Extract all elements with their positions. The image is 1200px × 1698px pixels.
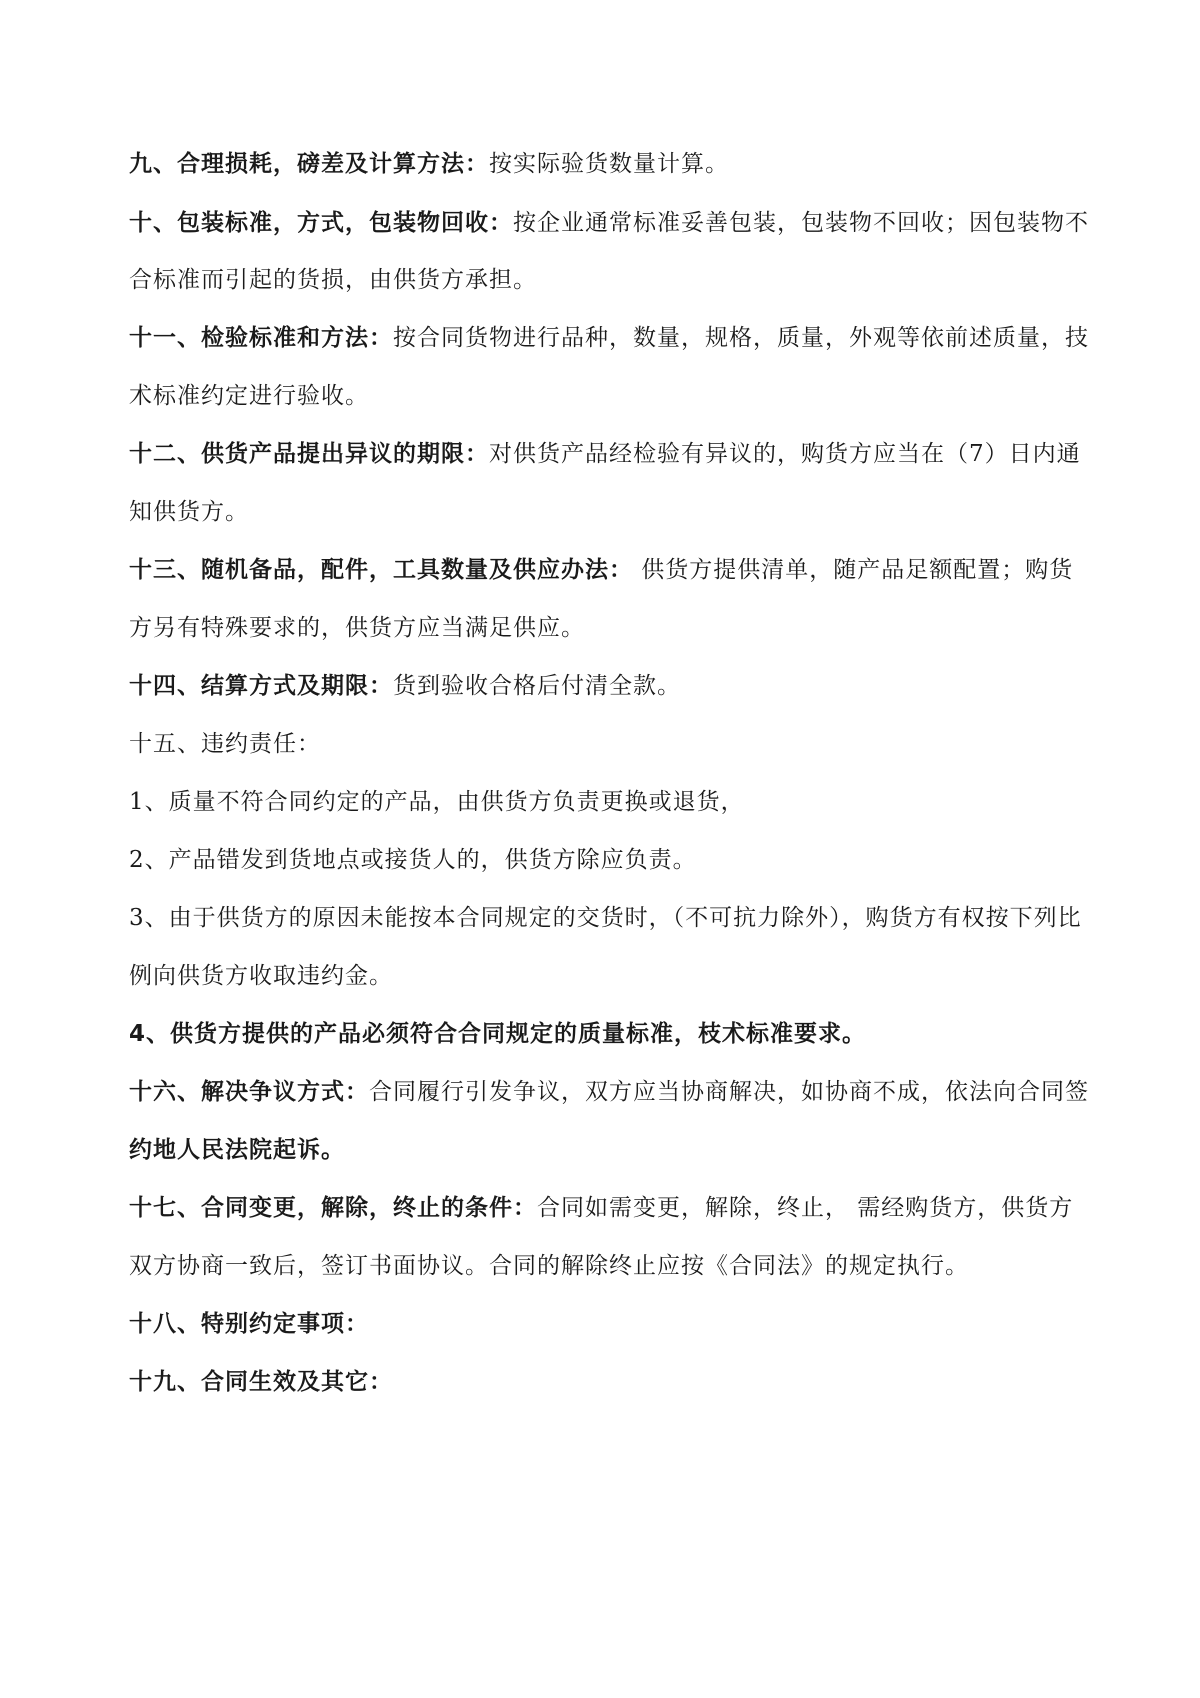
clause-15-item-2: 2、产品错发到货地点或接货人的，供货方除应负责。 xyxy=(129,847,697,873)
clause-16-heading: 十六、解决争议方式： xyxy=(129,1079,369,1105)
clause-10-heading: 十、包装标准，方式，包装物回收： xyxy=(129,210,513,236)
clause-14 xyxy=(129,670,1089,702)
clause-13 xyxy=(129,554,1089,586)
clause-9-heading: 九、合理损耗，磅差及计算方法： xyxy=(129,151,489,177)
clause-17 xyxy=(129,1192,1089,1224)
clause-18-heading: 十八、特别约定事项： xyxy=(129,1311,369,1337)
clause-12-body-line1: 对供货产品经检验有异议的，购货方应当在（7）日内通 xyxy=(489,441,1081,467)
clause-12 xyxy=(129,438,1089,470)
clause-9-body: 按实际验货数量计算。 xyxy=(489,151,729,177)
clause-15-item-3-line1: 3、由于供货方的原因未能按本合同规定的交货时，（不可抗力除外），购货方有权按下列比 xyxy=(129,905,1082,931)
clause-17-body-line1: 合同如需变更，解除，终止， 需经购货方，供货方 xyxy=(537,1195,1074,1221)
clause-13-heading: 十三、随机备品，配件，工具数量及供应办法： xyxy=(129,557,633,583)
clause-17-heading: 十七、合同变更，解除，终止的条件： xyxy=(129,1195,537,1221)
clause-12-heading: 十二、供货产品提出异议的期限： xyxy=(129,441,489,467)
clause-10-body-line1: 按企业通常标准妥善包装，包装物不回收；因包装物不 xyxy=(513,210,1089,236)
clause-10-body-line2: 合标准而引起的货损，由供货方承担。 xyxy=(129,267,537,293)
clause-17-body-line2: 双方协商一致后，签订书面协议。合同的解除终止应按《合同法》的规定执行。 xyxy=(129,1253,969,1279)
clause-10 xyxy=(129,207,1089,239)
clause-11-heading: 十一、检验标准和方法： xyxy=(129,325,393,351)
clause-14-heading: 十四、结算方式及期限： xyxy=(129,673,393,699)
clause-15-item-3-line2: 例向供货方收取违约金。 xyxy=(129,963,393,989)
clause-16-body-line2: 约地人民法院起诉。 xyxy=(129,1137,345,1163)
clause-11 xyxy=(129,322,1089,354)
clause-11-body-line2: 术标准约定进行验收。 xyxy=(129,383,369,409)
clause-15-item-4: 4、供货方提供的产品必须符合合同规定的质量标准，枝术标准要求。 xyxy=(129,1021,867,1047)
clause-19-heading: 十九、合同生效及其它： xyxy=(129,1369,393,1395)
clause-15-item-1: 1、质量不符合同约定的产品，由供货方负责更换或退货， xyxy=(129,789,745,815)
clause-16 xyxy=(129,1076,1089,1108)
clause-12-body-line2: 知供货方。 xyxy=(129,499,249,525)
clause-14-body: 货到验收合格后付清全款。 xyxy=(393,673,681,699)
clause-9 xyxy=(129,148,1089,180)
clause-16-body-line1: 合同履行引发争议，双方应当协商解决，如协商不成，依法向合同签 xyxy=(369,1079,1089,1105)
clause-13-body-line1: 供货方提供清单，随产品足额配置；购货 xyxy=(633,557,1074,583)
clause-11-body-line1: 按合同货物进行品种，数量，规格，质量，外观等依前述质量，技 xyxy=(393,325,1089,351)
clause-15-heading: 十五、违约责任： xyxy=(129,731,321,757)
clause-13-body-line2: 方另有特殊要求的，供货方应当满足供应。 xyxy=(129,615,585,641)
